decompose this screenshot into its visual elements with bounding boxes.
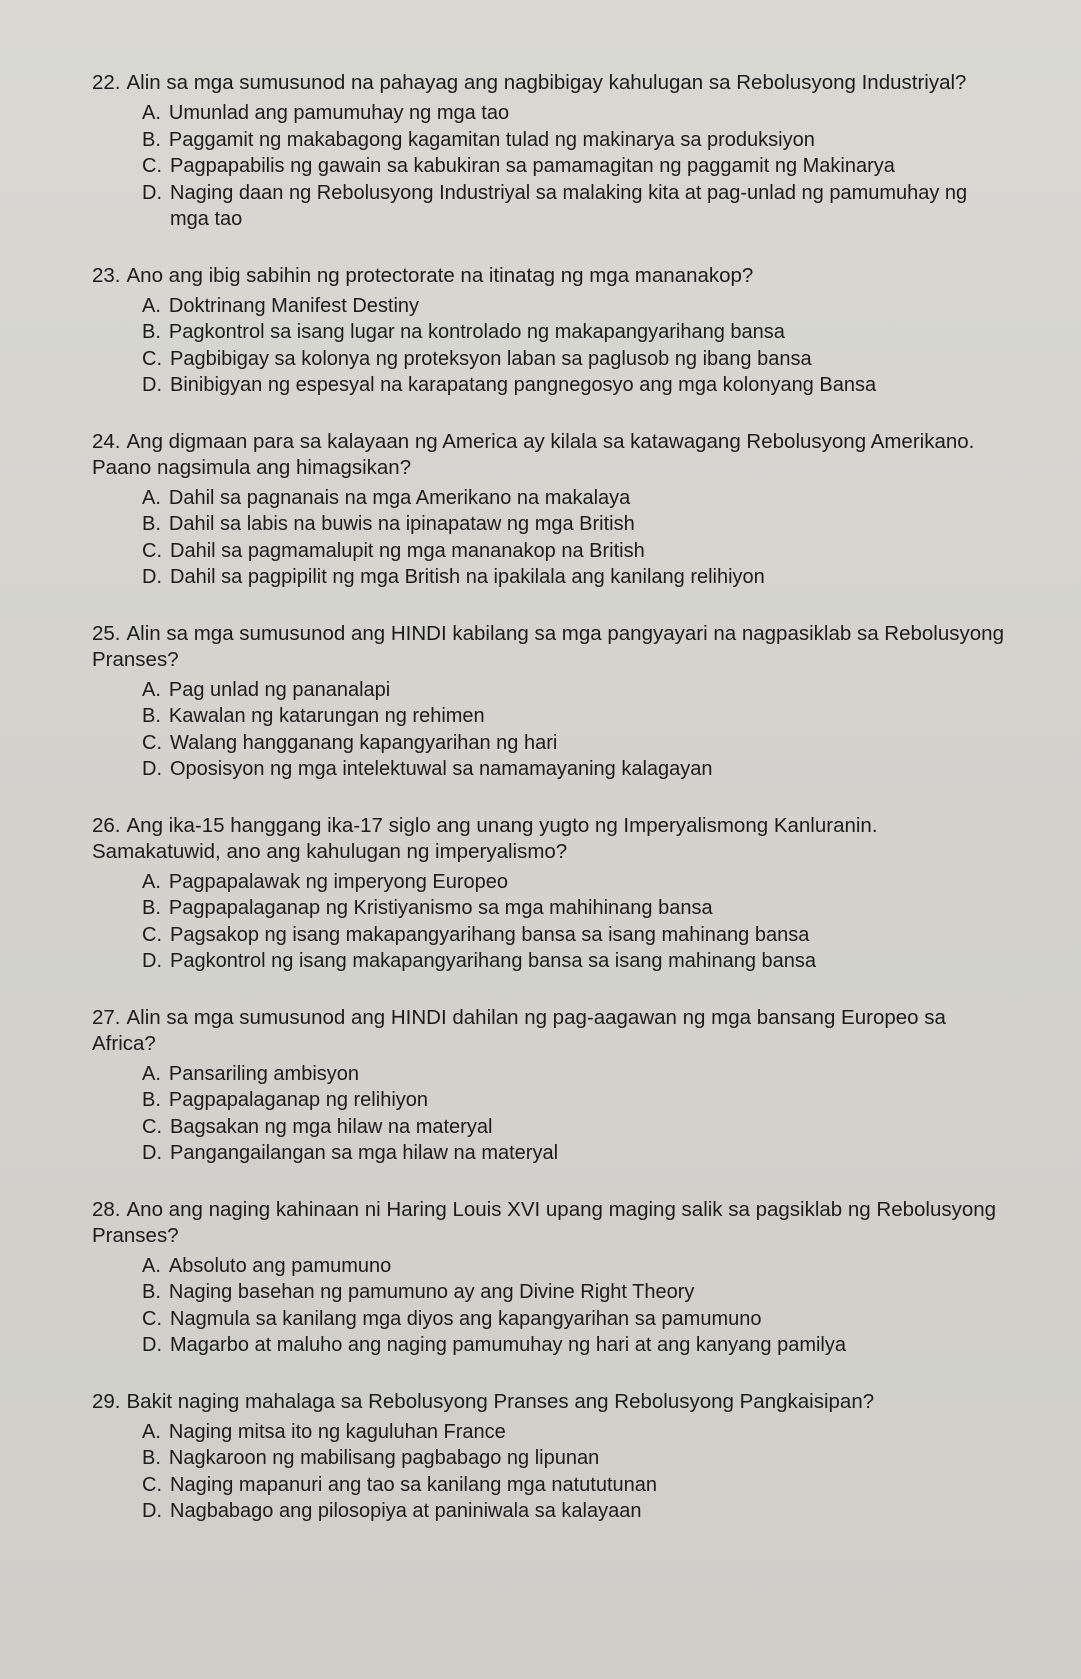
question-number: 22. xyxy=(92,71,121,94)
choice-letter: C. xyxy=(142,923,162,946)
answer-choice xyxy=(142,1253,1011,1280)
question-item xyxy=(92,621,1011,783)
question-item xyxy=(92,813,1011,975)
answer-choice xyxy=(142,948,1011,975)
choice-letter: D. xyxy=(142,950,162,972)
choice-letter: B. xyxy=(142,1281,161,1303)
question-item xyxy=(92,1389,1011,1525)
choice-text: Bagsakan ng mga hilaw na materyal xyxy=(170,1115,493,1138)
choice-text: Nagbabago ang pilosopiya at paniniwala sa kalayaan xyxy=(170,1500,642,1522)
question-stem xyxy=(92,263,1011,289)
answer-choice xyxy=(142,869,1011,896)
choice-text: Paggamit ng makabagong kagamitan tulad ng makinarya sa produksiyon xyxy=(168,128,815,151)
choice-letter: D. xyxy=(142,758,162,780)
choice-letter: C. xyxy=(142,731,162,754)
choice-list xyxy=(92,485,1011,591)
choice-text: Nagkaroon ng mabilisang pagbabago ng lipunan xyxy=(168,1447,600,1469)
choice-text: Binibigyan ng espesyal na karapatang pangnegosyo ang mga kolonyang Bansa xyxy=(170,374,877,396)
choice-text: Absoluto ang pamumuno xyxy=(168,1254,392,1277)
question-text: Alin sa mga sumusunod ang HINDI dahilan ng pag-aagawan ng mga bansang Europeo sa Africa? xyxy=(92,1005,946,1055)
question-number: 25. xyxy=(92,621,121,645)
choice-letter: A. xyxy=(142,102,161,124)
choice-letter: D. xyxy=(142,566,162,588)
choice-letter: C. xyxy=(142,539,162,562)
answer-choice xyxy=(142,1279,1011,1306)
answer-choice xyxy=(142,485,1011,512)
question-number: 23. xyxy=(92,263,121,287)
question-item xyxy=(92,429,1011,591)
choice-text: Dahil sa pagnanais na mga Amerikano na makalaya xyxy=(168,486,631,509)
answer-choice xyxy=(142,1140,1011,1167)
choice-text: Nagmula sa kanilang mga diyos ang kapangyarihan sa pamumuno xyxy=(170,1307,762,1330)
choice-letter: A. xyxy=(142,1062,161,1085)
choice-text: Pagkontrol ng isang makapangyarihang bansa sa isang mahinang bansa xyxy=(170,950,817,972)
answer-choice xyxy=(142,538,1011,565)
choice-letter: C. xyxy=(142,347,162,370)
choice-text: Pagpapalaganap ng Kristiyanismo sa mga mahihinang bansa xyxy=(168,897,713,919)
answer-choice xyxy=(142,703,1011,730)
answer-choice xyxy=(142,895,1011,922)
answer-choice xyxy=(142,100,1011,127)
answer-choice xyxy=(142,293,1011,320)
choice-text: Pagsakop ng isang makapangyarihang bansa sa isang mahinang bansa xyxy=(170,923,810,946)
choice-letter: D. xyxy=(142,181,162,204)
choice-text: Oposisyon ng mga intelektuwal sa namamayaning kalagayan xyxy=(170,758,713,780)
question-stem xyxy=(92,621,1011,673)
question-item xyxy=(92,70,1011,233)
question-number: 26. xyxy=(92,813,121,837)
answer-choice xyxy=(142,1419,1011,1446)
choice-list xyxy=(92,869,1011,975)
choice-letter: A. xyxy=(142,1254,161,1277)
choice-text: Pansariling ambisyon xyxy=(168,1062,360,1085)
choice-letter: B. xyxy=(142,1447,161,1469)
choice-letter: A. xyxy=(142,486,161,509)
answer-choice xyxy=(142,564,1011,591)
answer-choice xyxy=(142,127,1011,154)
answer-choice xyxy=(142,756,1011,783)
choice-letter: A. xyxy=(142,870,161,893)
answer-choice xyxy=(142,346,1011,373)
choice-text: Pagpapalaganap ng relihiyon xyxy=(168,1089,429,1111)
answer-choice xyxy=(142,180,1011,233)
choice-text: Naging daan ng Rebolusyong Industriyal sa malaking kita at pag-unlad ng pamumuhay ng mga tao xyxy=(170,181,968,230)
choice-text: Pagbibigay sa kolonya ng proteksyon laban sa paglusob ng ibang bansa xyxy=(170,347,812,370)
choice-letter: C. xyxy=(142,1307,162,1330)
question-number: 28. xyxy=(92,1197,121,1221)
choice-text: Pagpapabilis ng gawain sa kabukiran sa pamamagitan ng paggamit ng Makinarya xyxy=(170,155,895,177)
choice-letter: C. xyxy=(142,155,162,177)
question-stem xyxy=(92,1389,1011,1415)
choice-text: Pagpapalawak ng imperyong Europeo xyxy=(168,870,509,893)
choice-letter: B. xyxy=(142,1089,161,1111)
answer-choice xyxy=(142,511,1011,538)
choice-text: Pag unlad ng pananalapi xyxy=(168,678,391,701)
choice-list xyxy=(92,1253,1011,1359)
choice-letter: D. xyxy=(142,1142,162,1164)
choice-list xyxy=(92,293,1011,399)
choice-letter: C. xyxy=(142,1115,162,1138)
choice-text: Naging mapanuri ang tao sa kanilang mga natututunan xyxy=(170,1473,658,1496)
choice-letter: C. xyxy=(142,1473,162,1496)
choice-letter: A. xyxy=(142,294,161,317)
question-text: Ano ang naging kahinaan ni Haring Louis XVI upang maging salik sa pagsiklab ng Rebolusyong Pranses? xyxy=(92,1197,997,1247)
question-number: 24. xyxy=(92,429,121,453)
question-text: Alin sa mga sumusunod ang HINDI kabilang sa mga pangyayari na nagpasiklab sa Rebolusyong Pranses? xyxy=(92,621,1004,671)
answer-choice xyxy=(142,372,1011,399)
choice-text: Dahil sa pagpipilit ng mga British na ipakilala ang kanilang relihiyon xyxy=(170,566,765,588)
choice-letter: B. xyxy=(142,897,161,919)
choice-letter: A. xyxy=(142,678,161,701)
answer-choice xyxy=(142,1472,1011,1499)
question-text: Ang ika-15 hanggang ika-17 siglo ang unang yugto ng Imperyalismong Kanluranin. Samakatuwid, ano ang kahulugan ng imperyalismo? xyxy=(92,813,878,863)
choice-letter: B. xyxy=(142,513,161,535)
answer-choice xyxy=(142,730,1011,757)
question-number: 29. xyxy=(92,1389,121,1413)
choice-text: Doktrinang Manifest Destiny xyxy=(168,294,420,317)
choice-text: Umunlad ang pamumuhay ng mga tao xyxy=(168,102,510,124)
question-number: 27. xyxy=(92,1005,121,1029)
choice-text: Walang hangganang kapangyarihan ng hari xyxy=(170,731,558,754)
choice-list xyxy=(92,100,1011,233)
question-item xyxy=(92,263,1011,399)
answer-choice xyxy=(142,1114,1011,1141)
choice-text: Dahil sa labis na buwis na ipinapataw ng mga British xyxy=(168,513,635,535)
answer-choice xyxy=(142,1332,1011,1359)
choice-text: Naging basehan ng pamumuno ay ang Divine Right Theory xyxy=(168,1281,695,1303)
question-text: Ano ang ibig sabihin ng protectorate na itinatag ng mga mananakop? xyxy=(126,263,754,287)
choice-text: Pangangailangan sa mga hilaw na materyal xyxy=(170,1142,559,1164)
choice-letter: B. xyxy=(142,705,161,727)
choice-letter: B. xyxy=(142,321,161,343)
answer-choice xyxy=(142,1061,1011,1088)
choice-letter: D. xyxy=(142,1334,162,1356)
answer-choice xyxy=(142,677,1011,704)
choice-text: Dahil sa pagmamalupit ng mga mananakop na British xyxy=(170,539,645,562)
question-text: Ang digmaan para sa kalayaan ng America ay kilala sa katawagang Rebolusyong Amerikano. Paano nagsimula ang himagsikan? xyxy=(92,429,975,479)
choice-letter: B. xyxy=(142,128,161,151)
choice-text: Kawalan ng katarungan ng rehimen xyxy=(168,705,485,727)
answer-choice xyxy=(142,1087,1011,1114)
choice-list xyxy=(92,1061,1011,1167)
question-text: Alin sa mga sumusunod na pahayag ang nagbibigay kahulugan sa Rebolusyong Industriyal? xyxy=(126,71,967,94)
answer-choice xyxy=(142,153,1011,180)
choice-letter: D. xyxy=(142,374,162,396)
choice-list xyxy=(92,1419,1011,1525)
question-stem xyxy=(92,70,1011,96)
choice-text: Magarbo at maluho ang naging pamumuhay ng hari at ang kanyang pamilya xyxy=(170,1334,846,1356)
answer-choice xyxy=(142,922,1011,949)
question-stem xyxy=(92,429,1011,481)
question-item xyxy=(92,1005,1011,1167)
answer-choice xyxy=(142,1445,1011,1472)
choice-letter: D. xyxy=(142,1500,162,1522)
question-stem xyxy=(92,1005,1011,1057)
question-stem xyxy=(92,1197,1011,1249)
answer-choice xyxy=(142,319,1011,346)
question-stem xyxy=(92,813,1011,865)
choice-text: Naging mitsa ito ng kaguluhan France xyxy=(168,1420,506,1443)
choice-list xyxy=(92,677,1011,783)
question-text: Bakit naging mahalaga sa Rebolusyong Pranses ang Rebolusyong Pangkaisipan? xyxy=(126,1389,875,1413)
question-item xyxy=(92,1197,1011,1359)
answer-choice xyxy=(142,1306,1011,1333)
choice-letter: A. xyxy=(142,1420,161,1443)
answer-choice xyxy=(142,1498,1011,1525)
choice-text: Pagkontrol sa isang lugar na kontrolado ng makapangyarihang bansa xyxy=(168,321,785,343)
